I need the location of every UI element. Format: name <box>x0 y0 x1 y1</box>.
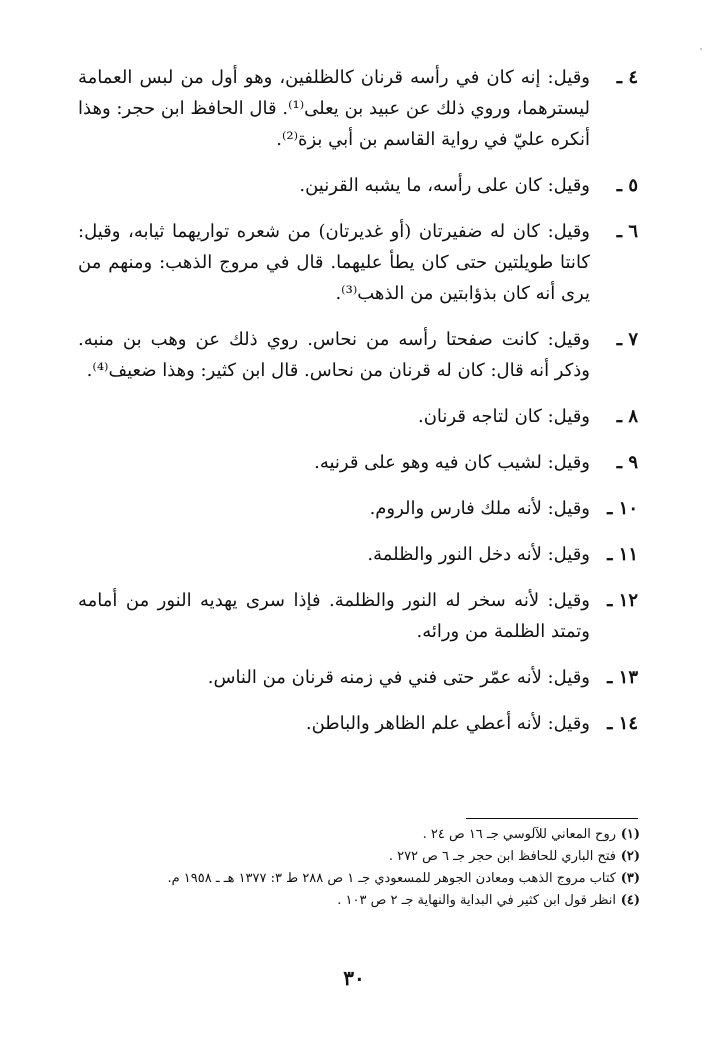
item-number: ١٣ ـ <box>607 667 638 688</box>
footnote-text: فتح الباري للحافظ ابن حجر جـ ٦ ص ٢٧٢ . <box>388 849 616 864</box>
list-item-11 <box>78 539 638 570</box>
item-text: وقيل: كان لتاجه قرنان. <box>417 406 590 427</box>
item-text: وقيل: لأنه أعطي علم الظاهر والباطن. <box>305 713 590 734</box>
list-item-4 <box>78 62 638 155</box>
footnote-3 <box>78 868 640 890</box>
footnote-2 <box>78 846 640 868</box>
page-edge-mark <box>700 48 702 50</box>
list-item-7 <box>78 324 638 386</box>
item-text: وقيل: لشيب كان فيه وهو على قرنيه. <box>314 452 590 473</box>
item-number: ١٤ ـ <box>607 713 638 734</box>
item-number: ٩ ـ <box>616 452 638 473</box>
item-text: وقيل: كانت صفحتا رأسه من نحاس. روي ذلك عن وهب بن منبه. وذكر أنه قال: كان له قرنان من نحاس. قال ابن كثير: وهذا ضعيف⁽⁴⁾. <box>78 329 590 381</box>
footnote-text: روح المعاني للآلوسي جـ ١٦ ص ٢٤ . <box>422 827 616 842</box>
list-item-14 <box>78 708 638 739</box>
list-item-12 <box>78 585 638 647</box>
numbered-list <box>78 62 638 754</box>
item-number: ١٠ ـ <box>607 498 638 519</box>
item-number: ١١ ـ <box>607 544 638 565</box>
item-number: ١٢ ـ <box>607 590 638 611</box>
list-item-9 <box>78 447 638 478</box>
footnotes <box>78 824 640 912</box>
footnote-1 <box>78 824 640 846</box>
item-text: وقيل: لأنه دخل النور والظلمة. <box>367 544 590 565</box>
item-text: وقيل: لأنه سخر له النور والظلمة. فإذا سرى يهديه النور من أمامه وتمتد الظلمة من ورائه. <box>78 590 590 642</box>
list-item-6 <box>78 216 638 309</box>
footnote-divider <box>466 818 638 819</box>
list-item-10 <box>78 493 638 524</box>
list-item-8 <box>78 401 638 432</box>
footnote-text: انظر قول ابن كثير في البداية والنهاية جـ ٢ ص ١٠٣ . <box>337 893 616 908</box>
item-number: ٤ ـ <box>616 67 638 88</box>
list-item-13 <box>78 662 638 693</box>
item-text: وقيل: لأنه عمّر حتى فني في زمنه قرنان من الناس. <box>207 667 590 688</box>
footnote-number: (٣) <box>620 871 640 886</box>
item-number: ٨ ـ <box>616 406 638 427</box>
footnote-number: (٤) <box>620 893 640 908</box>
footnote-number: (٢) <box>620 849 640 864</box>
footnote-text: كتاب مروج الذهب ومعادن الجوهر للمسعودي جـ ١ ص ٢٨٨ ط ٣: ١٣٧٧ هـ ـ ١٩٥٨ م. <box>167 871 616 886</box>
item-number: ٥ ـ <box>616 175 638 196</box>
footnote-number: (١) <box>620 827 640 842</box>
list-item-5 <box>78 170 638 201</box>
item-text: وقيل: إنه كان في رأسه قرنان كالظلفين، وهو أول من لبس العمامة ليسترهما، وروي ذلك عن عبيد بن يعلى⁽¹⁾. قال الحافظ ابن حجر: وهذا أنكره عليّ في رواية القاسم بن أبي بزة⁽²⁾. <box>78 67 590 150</box>
item-number: ٦ ـ <box>616 221 638 242</box>
item-text: وقيل: لأنه ملك فارس والروم. <box>369 498 590 519</box>
item-number: ٧ ـ <box>616 329 638 350</box>
item-text: وقيل: كان على رأسه، ما يشبه القرنين. <box>299 175 590 196</box>
footnote-4 <box>78 890 640 912</box>
item-text: وقيل: كان له ضفيرتان (أو غديرتان) من شعره تواريهما ثيابه، وقيل: كانتا طويلتين حتى كان يطأ عليهما. قال في مروج الذهب: ومنهم من يرى أنه كان بذؤابتين من الذهب⁽³⁾. <box>78 221 590 304</box>
page-number: ٣٠ <box>343 966 365 990</box>
